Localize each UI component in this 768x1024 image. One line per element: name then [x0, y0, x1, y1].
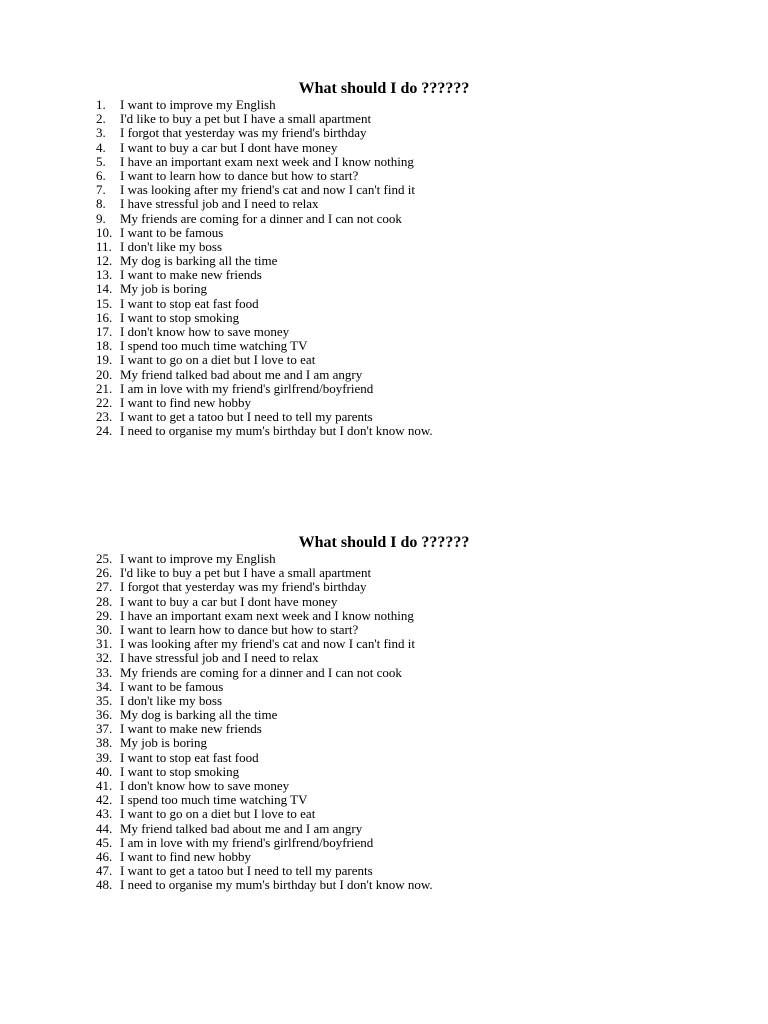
question-section-2: [0, 533, 768, 893]
list-item: [0, 807, 768, 821]
list-item: [0, 694, 768, 708]
list-item: [0, 822, 768, 836]
item-number: 37.: [96, 721, 113, 737]
list-item: [0, 155, 768, 169]
item-number: 34.: [96, 678, 113, 694]
list-item: [0, 254, 768, 268]
item-number: 14.: [96, 281, 113, 297]
item-number: 38.: [96, 735, 113, 751]
item-number: 29.: [96, 607, 113, 623]
list-item: [0, 751, 768, 765]
list-item: [0, 595, 768, 609]
item-number: 36.: [96, 707, 113, 723]
item-number: 11.: [96, 238, 112, 254]
item-text: I want to make new friends: [120, 267, 262, 283]
list-item: [0, 112, 768, 126]
list-item: [0, 609, 768, 623]
item-text: I'd like to buy a pet but I have a small apartment: [120, 111, 372, 127]
item-text: I have an important exam next week and I know nothing: [120, 607, 414, 623]
item-text: I want to get a tatoo but I need to tell my parents: [120, 863, 373, 879]
list-item: [0, 680, 768, 694]
list-item: [0, 169, 768, 183]
item-number: 35.: [96, 692, 113, 708]
list-item: [0, 623, 768, 637]
item-text: I want to stop smoking: [120, 763, 240, 779]
item-number: 41.: [96, 778, 113, 793]
item-number: 26.: [96, 565, 113, 581]
item-number: 18.: [96, 338, 113, 354]
item-text: I want to find new hobby: [120, 394, 252, 410]
list-item: [0, 864, 768, 878]
item-text: I spend too much time watching TV: [120, 792, 308, 808]
item-number: 39.: [96, 749, 113, 765]
item-text: I want to stop smoking: [120, 309, 240, 325]
item-text: I want to find new hobby: [120, 848, 252, 864]
list-item: [0, 297, 768, 311]
item-number: 24.: [96, 423, 113, 439]
list-item: [0, 368, 768, 382]
item-text: I want to learn how to dance but how to start?: [120, 167, 359, 183]
item-number: 46.: [96, 848, 113, 864]
item-number: 21.: [96, 380, 113, 396]
list-item: [0, 396, 768, 410]
item-text: I don't like my boss: [120, 238, 223, 254]
item-number: 9.: [96, 210, 106, 226]
item-number: 47.: [96, 863, 113, 879]
item-text: My job is boring: [120, 735, 208, 751]
list-item: [0, 226, 768, 240]
question-section-1: [0, 79, 768, 439]
list-item: [0, 637, 768, 651]
item-text: My friend talked bad about me and I am angry: [120, 366, 363, 382]
item-text: I want to be famous: [120, 224, 224, 240]
list-item: [0, 850, 768, 864]
list-item: [0, 339, 768, 353]
item-number: 17.: [96, 324, 113, 339]
list-item: [0, 268, 768, 282]
item-number: 45.: [96, 834, 113, 850]
item-number: 20.: [96, 366, 113, 382]
list-item: [0, 353, 768, 367]
item-number: 12.: [96, 253, 113, 269]
item-text: I want to go on a diet but I love to eat: [120, 352, 316, 368]
item-text: My friends are coming for a dinner and I can not cook: [120, 210, 402, 226]
item-text: I want to go on a diet but I love to eat: [120, 806, 316, 822]
list-item: [0, 197, 768, 211]
list-item: [0, 212, 768, 226]
item-text: I want to improve my English: [120, 97, 276, 112]
list-item: [0, 765, 768, 779]
item-number: 7.: [96, 182, 106, 198]
list-item: [0, 325, 768, 339]
item-number: 43.: [96, 806, 113, 822]
item-text: I have stressful job and I need to relax: [120, 196, 319, 212]
item-number: 48.: [96, 877, 113, 893]
item-number: 28.: [96, 593, 113, 609]
list-item: [0, 836, 768, 850]
list-item: [0, 98, 768, 112]
question-list-1: [0, 98, 768, 439]
item-text: I was looking after my friend's cat and now I can't find it: [120, 636, 415, 652]
item-number: 27.: [96, 579, 113, 595]
list-item: [0, 141, 768, 155]
item-number: 32.: [96, 650, 113, 666]
list-item: [0, 651, 768, 665]
item-text: I want to improve my English: [120, 551, 276, 566]
item-number: 1.: [96, 97, 106, 112]
item-text: I want to stop eat fast food: [120, 749, 259, 765]
item-text: I spend too much time watching TV: [120, 338, 308, 354]
item-text: I want to get a tatoo but I need to tell my parents: [120, 409, 373, 425]
item-text: I have stressful job and I need to relax: [120, 650, 319, 666]
list-item: [0, 282, 768, 296]
list-item: [0, 552, 768, 566]
item-text: I don't know how to save money: [120, 778, 290, 793]
item-text: I don't know how to save money: [120, 324, 290, 339]
item-number: 30.: [96, 621, 113, 637]
item-text: I want to learn how to dance but how to start?: [120, 621, 359, 637]
item-number: 23.: [96, 409, 113, 425]
item-number: 22.: [96, 394, 113, 410]
list-item: [0, 708, 768, 722]
item-number: 8.: [96, 196, 106, 212]
list-item: [0, 666, 768, 680]
item-text: I don't like my boss: [120, 692, 223, 708]
item-text: My dog is barking all the time: [120, 253, 278, 269]
item-number: 40.: [96, 763, 113, 779]
list-item: [0, 779, 768, 793]
item-number: 5.: [96, 153, 106, 169]
item-number: 44.: [96, 820, 113, 836]
item-number: 2.: [96, 111, 106, 127]
item-text: I am in love with my friend's girlfrend/boyfriend: [120, 834, 374, 850]
item-number: 3.: [96, 125, 106, 141]
list-item: [0, 878, 768, 892]
item-text: My friends are coming for a dinner and I can not cook: [120, 664, 402, 680]
item-number: 15.: [96, 295, 113, 311]
list-item: [0, 382, 768, 396]
list-item: [0, 793, 768, 807]
list-item: [0, 410, 768, 424]
item-number: 10.: [96, 224, 113, 240]
item-text: My friend talked bad about me and I am angry: [120, 820, 363, 836]
list-item: [0, 580, 768, 594]
item-text: My dog is barking all the time: [120, 707, 278, 723]
item-text: I need to organise my mum's birthday but I don't know now.: [120, 423, 433, 439]
list-item: [0, 722, 768, 736]
item-text: I want to buy a car but I dont have money: [120, 593, 338, 609]
section-title: What should I do ??????: [298, 534, 470, 551]
list-item: [0, 126, 768, 140]
list-item: [0, 736, 768, 750]
list-item: [0, 240, 768, 254]
list-item: [0, 424, 768, 438]
item-number: 16.: [96, 309, 113, 325]
list-item: [0, 566, 768, 580]
item-text: I am in love with my friend's girlfrend/boyfriend: [120, 380, 374, 396]
item-text: My job is boring: [120, 281, 208, 297]
item-number: 25.: [96, 551, 113, 566]
item-number: 13.: [96, 267, 113, 283]
item-text: I forgot that yesterday was my friend's birthday: [120, 579, 367, 595]
item-number: 19.: [96, 352, 113, 368]
item-text: I want to make new friends: [120, 721, 262, 737]
question-list-2: [0, 552, 768, 893]
item-number: 42.: [96, 792, 113, 808]
item-text: I'd like to buy a pet but I have a small apartment: [120, 565, 372, 581]
item-number: 4.: [96, 139, 106, 155]
item-number: 33.: [96, 664, 113, 680]
list-item: [0, 183, 768, 197]
item-text: I want to buy a car but I dont have money: [120, 139, 338, 155]
item-text: I have an important exam next week and I know nothing: [120, 153, 414, 169]
list-item: [0, 311, 768, 325]
section-title: What should I do ??????: [298, 80, 470, 97]
item-text: I forgot that yesterday was my friend's birthday: [120, 125, 367, 141]
item-number: 31.: [96, 636, 113, 652]
item-text: I want to stop eat fast food: [120, 295, 259, 311]
item-text: I need to organise my mum's birthday but I don't know now.: [120, 877, 433, 893]
item-number: 6.: [96, 167, 106, 183]
item-text: I want to be famous: [120, 678, 224, 694]
item-text: I was looking after my friend's cat and now I can't find it: [120, 182, 415, 198]
